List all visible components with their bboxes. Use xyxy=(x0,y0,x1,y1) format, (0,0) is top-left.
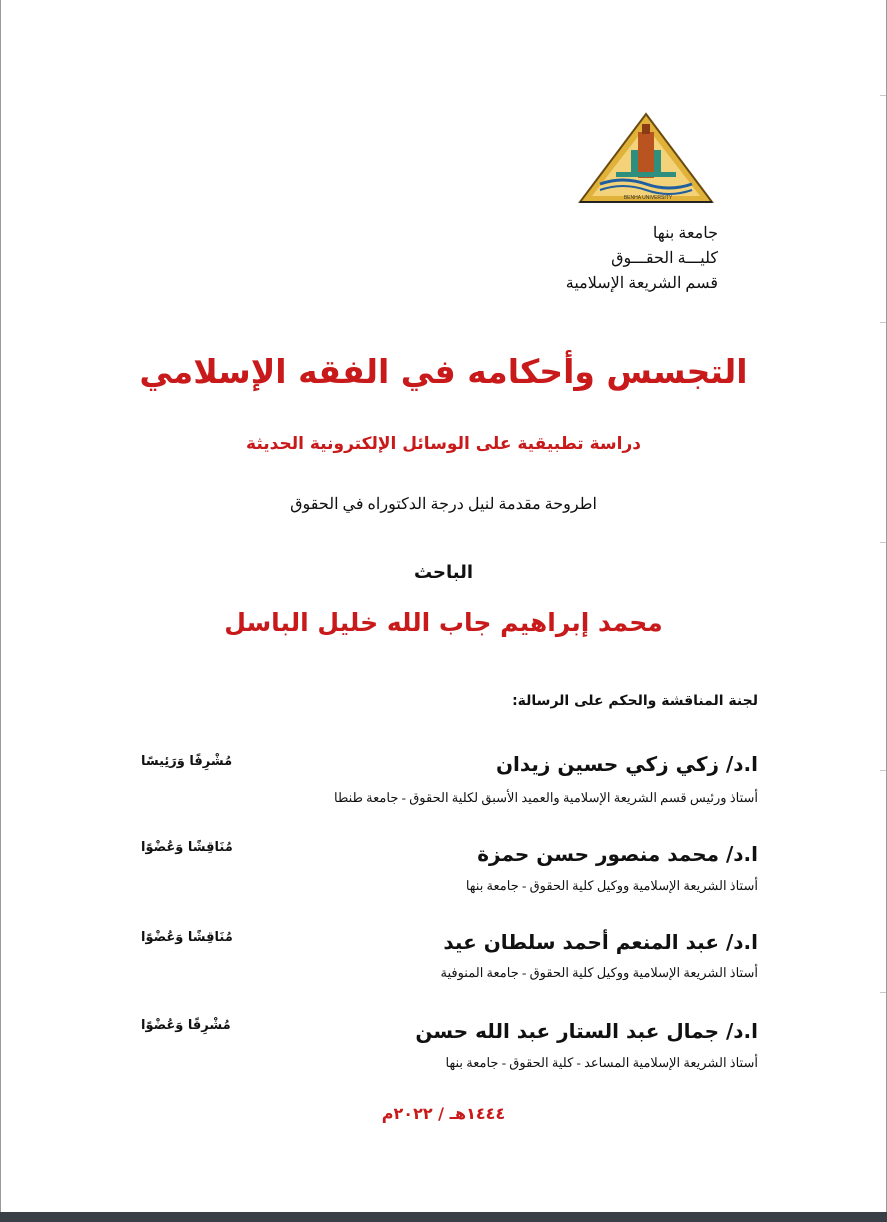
researcher-label: الباحث xyxy=(413,562,474,583)
page-edge-mark xyxy=(880,322,886,323)
researcher-name: محمد إبراهيم جاب الله خليل الباسل xyxy=(224,608,663,637)
committee-member-description: أستاذ الشريعة الإسلامية المساعد - كلية الحقوق - جامعة بنها xyxy=(445,1055,758,1070)
committee-member-name: ا.د/ زكي زكي حسين زيدان xyxy=(495,752,758,776)
viewer-bottom-bar xyxy=(0,1212,887,1222)
committee-member-role: مُشْرِفًا وَعُضْوًا xyxy=(141,1018,231,1033)
page-edge-mark xyxy=(880,770,886,771)
thesis-date: ١٤٤٤هـ / ٢٠٢٢م xyxy=(381,1104,506,1123)
page-edge-mark xyxy=(880,542,886,543)
faculty-name: كليـــة الحقـــوق xyxy=(611,250,718,267)
department-name: قسم الشريعة الإسلامية xyxy=(565,275,718,292)
committee-member-role: مُنَاقِشًا وَعُضْوًا xyxy=(141,840,233,855)
committee-member-name: ا.د/ محمد منصور حسن حمزة xyxy=(477,842,758,866)
degree-statement: اطروحة مقدمة لنيل درجة الدكتوراه في الحقوق xyxy=(290,496,597,513)
page-edge-mark xyxy=(880,992,886,993)
thesis-title: التجسس وأحكامه في الفقه الإسلامي xyxy=(139,352,748,391)
logo-caption: BENHA UNIVERSITY xyxy=(623,195,673,201)
committee-member-description: أستاذ الشريعة الإسلامية ووكيل كلية الحقوق - جامعة بنها xyxy=(465,878,758,893)
thesis-subtitle: دراسة تطبيقية على الوسائل الإلكترونية الحديثة xyxy=(246,434,641,454)
committee-member-description: أستاذ الشريعة الإسلامية ووكيل كلية الحقوق - جامعة المنوفية xyxy=(440,965,758,980)
committee-member-name: ا.د/ عبد المنعم أحمد سلطان عيد xyxy=(443,930,758,954)
page-edge-mark xyxy=(880,95,886,96)
committee-heading: لجنة المناقشة والحكم على الرسالة: xyxy=(512,693,758,709)
committee-member-role: مُنَاقِشًا وَعُضْوًا xyxy=(141,930,233,945)
committee-member-description: أستاذ ورئيس قسم الشريعة الإسلامية والعميد الأسبق لكلية الحقوق - جامعة طنطا xyxy=(334,790,758,805)
university-name: جامعة بنها xyxy=(652,225,718,242)
committee-member-name: ا.د/ جمال عبد الستار عبد الله حسن xyxy=(415,1019,758,1043)
committee-member-role: مُشْرِفًا وَرَئِيسًا xyxy=(141,754,233,769)
